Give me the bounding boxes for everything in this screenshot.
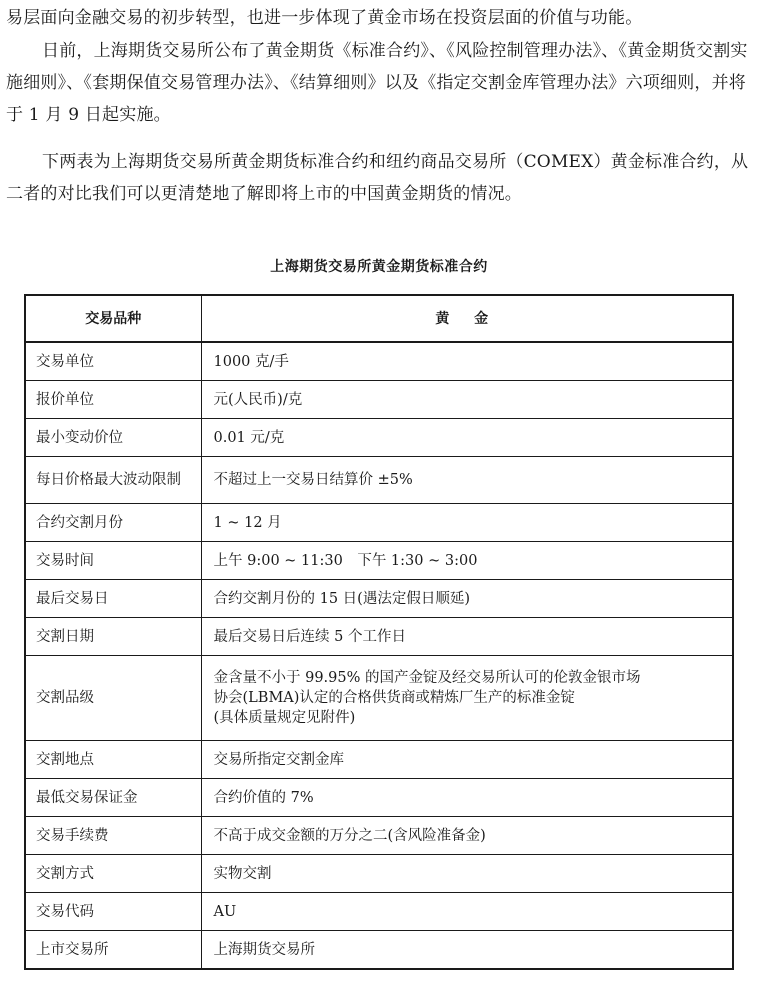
- row-value: [201, 855, 733, 893]
- row-label: 最低交易保证金: [25, 779, 201, 817]
- row-value: [201, 656, 733, 741]
- row-label: 交易时间: [25, 542, 201, 580]
- row-value: [201, 618, 733, 656]
- row-value: [201, 779, 733, 817]
- row-label: 交割品级: [25, 656, 201, 741]
- row-value: [201, 542, 733, 580]
- row-value-line: 上海期货交易所: [213, 941, 315, 958]
- row-value-line: 不超过上一交易日结算价 ±5%: [213, 472, 413, 488]
- row-value: [201, 504, 733, 542]
- row-label: 每日价格最大波动限制: [25, 457, 201, 504]
- row-value: [201, 931, 733, 970]
- row-label: 最小变动价位: [25, 419, 201, 457]
- row-label: 合约交割月份: [25, 504, 201, 542]
- table-row: [25, 779, 733, 817]
- table-row: [25, 504, 733, 542]
- row-value-line: 1000 克/手: [213, 353, 289, 370]
- row-value: [201, 817, 733, 855]
- row-value-line: 上午 9:00 ~ 11:30 下午 1:30 ~ 3:00: [213, 552, 478, 569]
- row-value-line: 合约价值的 7%: [213, 789, 314, 806]
- row-label: 上市交易所: [25, 931, 201, 970]
- row-value-line: 不高于成交金额的万分之二(含风险准备金): [213, 827, 486, 844]
- row-value-line: 交易所指定交割金库: [213, 751, 344, 768]
- row-label: 最后交易日: [25, 580, 201, 618]
- table-row: [25, 580, 733, 618]
- table-header-row: [25, 295, 733, 342]
- table-row: [25, 342, 733, 381]
- table-row: [25, 542, 733, 580]
- table-row: [25, 419, 733, 457]
- table-row: [25, 817, 733, 855]
- gold-futures-contract-table: [24, 294, 734, 970]
- table-row: [25, 618, 733, 656]
- table-row: [25, 931, 733, 970]
- row-value: [201, 342, 733, 381]
- row-value: [201, 580, 733, 618]
- row-label: 交易代码: [25, 893, 201, 931]
- row-value-line: 1 ~ 12 月: [213, 514, 282, 531]
- row-value-line: 金含量不小于 99.95% 的国产金锭及经交易所认可的伦敦金银市场: [213, 670, 641, 686]
- row-value: [201, 419, 733, 457]
- row-label: 交易手续费: [25, 817, 201, 855]
- table-row: [25, 656, 733, 741]
- row-label: 报价单位: [25, 381, 201, 419]
- row-value-line: 元(人民币)/克: [213, 391, 303, 408]
- row-value-line: 0.01 元/克: [213, 429, 285, 446]
- row-value-line: 最后交易日后连续 5 个工作日: [213, 628, 406, 645]
- table-row: [25, 855, 733, 893]
- row-value: [201, 893, 733, 931]
- row-value-line: 合约交割月份的 15 日(遇法定假日顺延): [213, 590, 470, 607]
- row-value: [201, 381, 733, 419]
- row-value-line: 协会(LBMA)认定的合格供货商或精炼厂生产的标准金锭: [213, 690, 575, 706]
- table-caption: 上海期货交易所黄金期货标准合约: [270, 259, 488, 275]
- row-label: 交割方式: [25, 855, 201, 893]
- row-value: [201, 457, 733, 504]
- row-label: 交割地点: [25, 741, 201, 779]
- row-label: 交易单位: [25, 342, 201, 381]
- table-row: [25, 457, 733, 504]
- table-row: [25, 381, 733, 419]
- row-value-line: AU: [213, 903, 237, 920]
- row-label: 交割日期: [25, 618, 201, 656]
- row-value-line: 实物交割: [213, 865, 272, 882]
- table-row: [25, 741, 733, 779]
- paragraph-table-intro: 下两表为上海期货交易所黄金期货标准合约和纽约商品交易所（COMEX）黄金标准合约，从二者的对比我们可以更清楚地了解即将上市的中国黄金期货的情况。: [6, 152, 749, 204]
- table-row: [25, 893, 733, 931]
- paragraph-rules-announcement: 日前，上海期货交易所公布了黄金期货《标准合约》、《风险控制管理办法》、《黄金期货交割实施细则》、《套期保值交易管理办法》、《结算细则》以及《指定交割金库管理办法》六项细则，并将于 1 月 9 日起实施。: [6, 41, 748, 125]
- row-value: [201, 741, 733, 779]
- header-item-column: 交易品种: [25, 295, 201, 342]
- table-body: [25, 342, 733, 969]
- header-value-column: 黄 金: [201, 295, 733, 342]
- paragraph-intro-continuation: 易层面向金融交易的初步转型，也进一步体现了黄金市场在投资层面的价值与功能。: [6, 8, 643, 28]
- row-value-line: (具体质量规定见附件): [213, 710, 356, 726]
